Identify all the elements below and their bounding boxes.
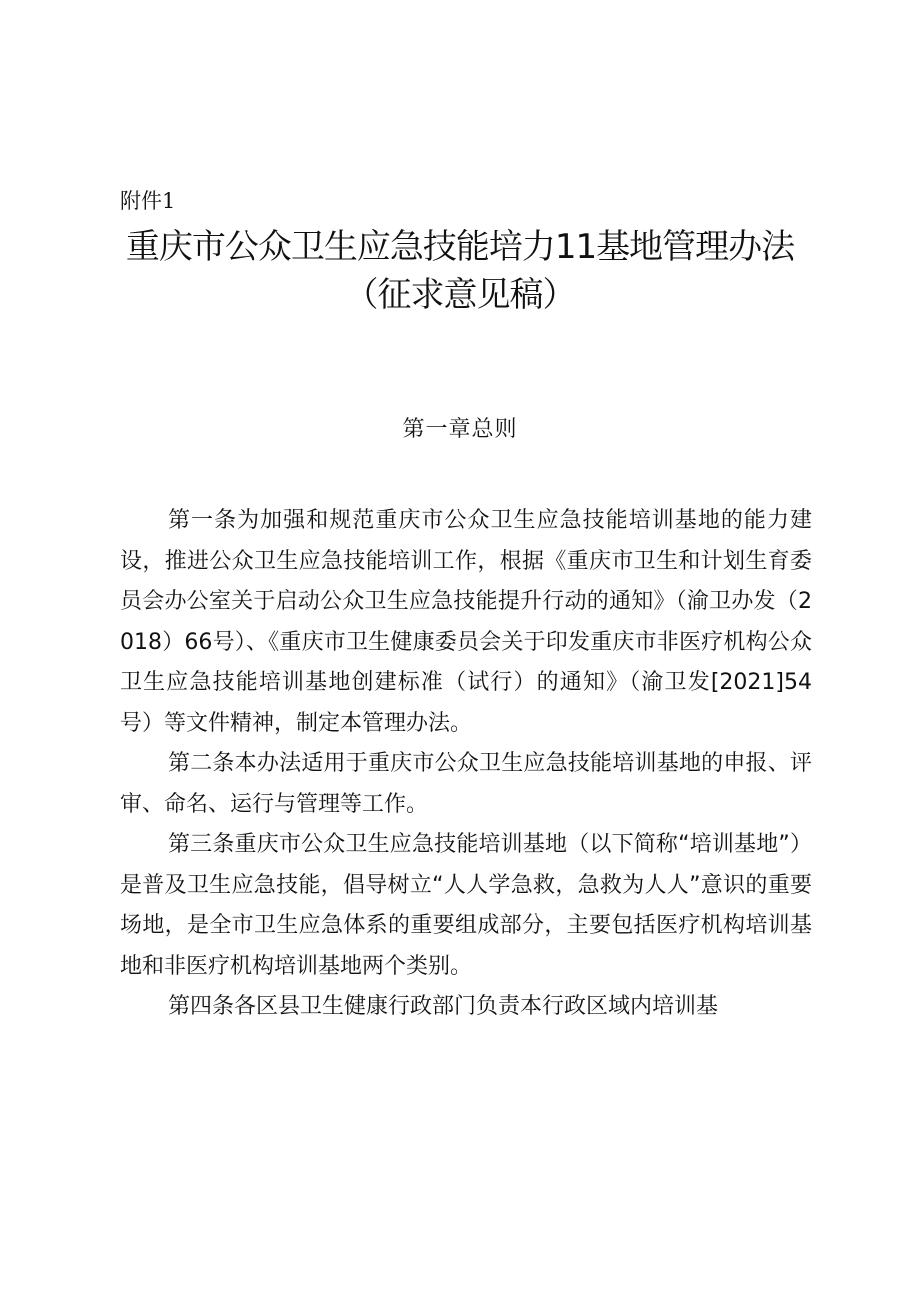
chapter-heading: 第一章总则 (402, 417, 518, 442)
attachment-label: 附件1 (120, 189, 176, 213)
article-2: 第二条本办法适用于重庆市公众卫生应急技能培训基地的申报、评审、命名、运行与管理等工作。 (120, 751, 812, 817)
article-3: 第三条重庆市公众卫生应急技能培训基地（以下简称“培训基地”）是普及卫生应急技能，倡导树立“人人学急救，急救为人人”意识的重要场地，是全市卫生应急体系的重要组成部分，主要包括医疗机构培训基地和非医疗机构培训基地两个类别。 (120, 832, 812, 979)
article-1: 第一条为加强和规范重庆市公众卫生应急技能培训基地的能力建设，推进公众卫生应急技能培训工作，根据《重庆市卫生和计划生育委员会办公室关于启动公众卫生应急技能提升行动的通知》（渝卫办发（2018）66号）、《重庆市卫生健康委员会关于印发重庆市非医疗机构公众卫生应急技能培训基地创建标准（试行）的通知》（渝卫发[2021]54号）等文件精神，制定本管理办法。 (120, 508, 812, 736)
document-title: 重庆市公众卫生应急技能培力11基地管理办法 (125, 227, 795, 267)
article-4: 第四条各区县卫生健康行政部门负责本行政区域内培训基 (168, 994, 719, 1019)
document-subtitle: （征求意见稿） (344, 275, 576, 315)
document-body (120, 501, 812, 1028)
